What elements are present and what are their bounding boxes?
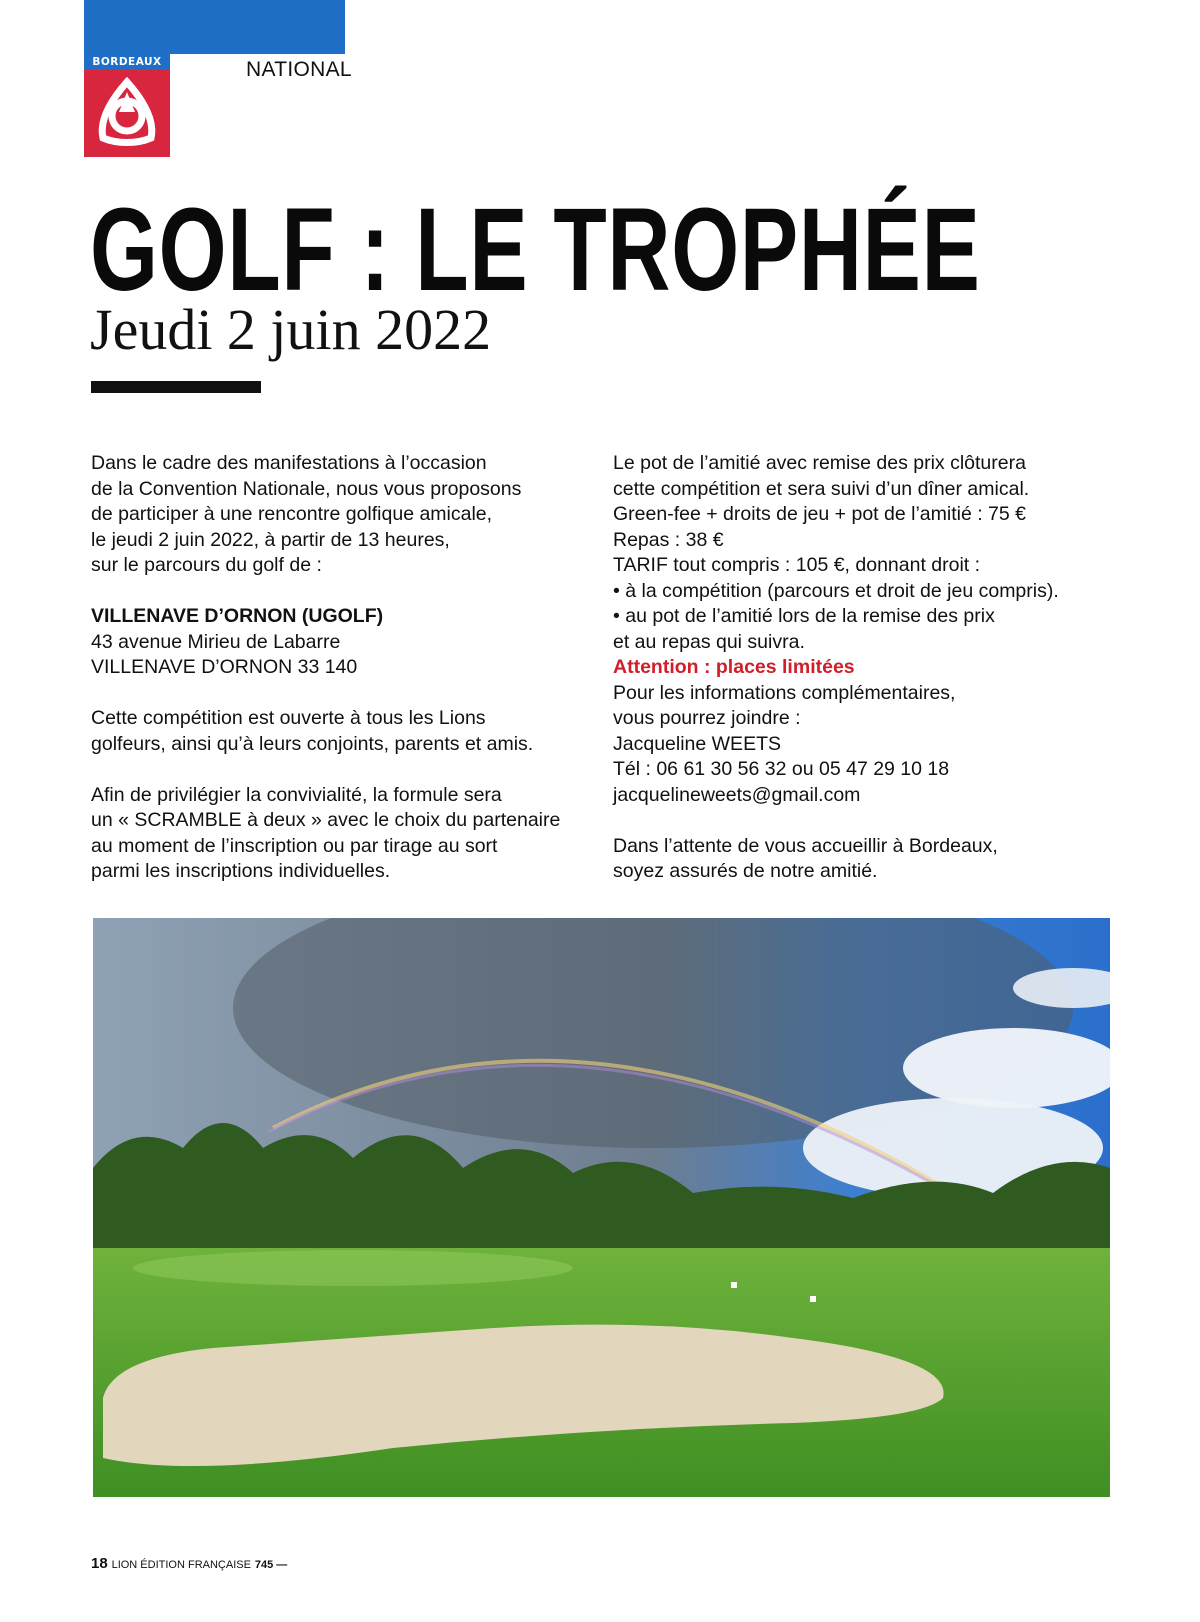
text-line: Afin de privilégier la convivialité, la formule sera <box>91 783 502 806</box>
spacer <box>613 808 1133 834</box>
text-line: de participer à une rencontre golfique amicale, <box>91 503 493 525</box>
venue-address-line: VILLENAVE D’ORNON 33 140 <box>91 656 358 678</box>
contact-email: jacquelineweets@gmail.com <box>613 783 861 806</box>
right-column <box>613 451 1133 885</box>
issue-number: 745 — <box>254 1559 288 1571</box>
text-line: un « SCRAMBLE à deux » avec le choix du partenaire <box>91 809 561 831</box>
page-footer <box>91 1555 287 1572</box>
text-line: au moment de l’inscription ou par tirage au sort <box>91 834 498 857</box>
text-line: et au repas qui suivra. <box>613 630 805 653</box>
text-line: Le pot de l’amitié avec remise des prix clôturera <box>613 452 1026 474</box>
text-line: TARIF tout compris : 105 €, donnant droit : <box>613 554 981 576</box>
left-column <box>91 451 591 885</box>
spacer <box>91 757 591 783</box>
text-line: de la Convention Nationale, nous vous proposons <box>91 477 522 500</box>
text-line: Dans le cadre des manifestations à l’occasion <box>91 452 487 474</box>
magazine-name: LION ÉDITION FRANÇAISE <box>111 1559 251 1571</box>
text-line: Cette compétition est ouverte à tous les Lions <box>91 707 486 729</box>
article-date: Jeudi 2 juin 2022 <box>90 297 492 362</box>
contact-phone: Tél : 06 61 30 56 32 ou 05 47 29 10 18 <box>613 758 950 780</box>
text-line: le jeudi 2 juin 2022, à partir de 13 heures, <box>91 528 450 551</box>
trinity-knot-icon <box>87 72 167 154</box>
text-line: • au pot de l’amitié lors de la remise des prix <box>613 605 995 627</box>
spacer <box>91 579 591 605</box>
contact-name: Jacqueline WEETS <box>613 732 781 755</box>
text-line: soyez assurés de notre amitié. <box>613 860 878 882</box>
text-line: vous pourrez joindre : <box>613 707 801 729</box>
article-title: GOLF : LE TROPHÉE <box>90 184 981 316</box>
venue-name: VILLENAVE D’ORNON (UGOLF) <box>91 605 384 627</box>
golf-course-photo <box>93 918 1110 1497</box>
header-color-bar <box>84 0 345 54</box>
bordeaux-logo <box>84 54 170 157</box>
spacer <box>91 681 591 707</box>
attention-notice: Attention : places limitées <box>613 656 855 678</box>
text-line: golfeurs, ainsi qu’à leurs conjoints, parents et amis. <box>91 732 534 755</box>
section-label: NATIONAL <box>246 58 352 81</box>
text-line: parmi les inscriptions individuelles. <box>91 860 391 882</box>
title-underline <box>91 381 261 393</box>
page-number: 18 <box>91 1555 108 1572</box>
text-line: Dans l’attente de vous accueillir à Bordeaux, <box>613 834 998 857</box>
text-line: • à la compétition (parcours et droit de jeu compris). <box>613 579 1059 602</box>
text-line: Repas : 38 € <box>613 528 724 551</box>
text-line: cette compétition et sera suivi d’un dîner amical. <box>613 477 1030 500</box>
text-line: Green-fee + droits de jeu + pot de l’amitié : 75 € <box>613 503 1026 525</box>
text-line: Pour les informations complémentaires, <box>613 681 956 704</box>
logo-label: BORDEAUX <box>84 54 170 70</box>
venue-address-line: 43 avenue Mirieu de Labarre <box>91 630 341 653</box>
text-line: sur le parcours du golf de : <box>91 554 322 576</box>
